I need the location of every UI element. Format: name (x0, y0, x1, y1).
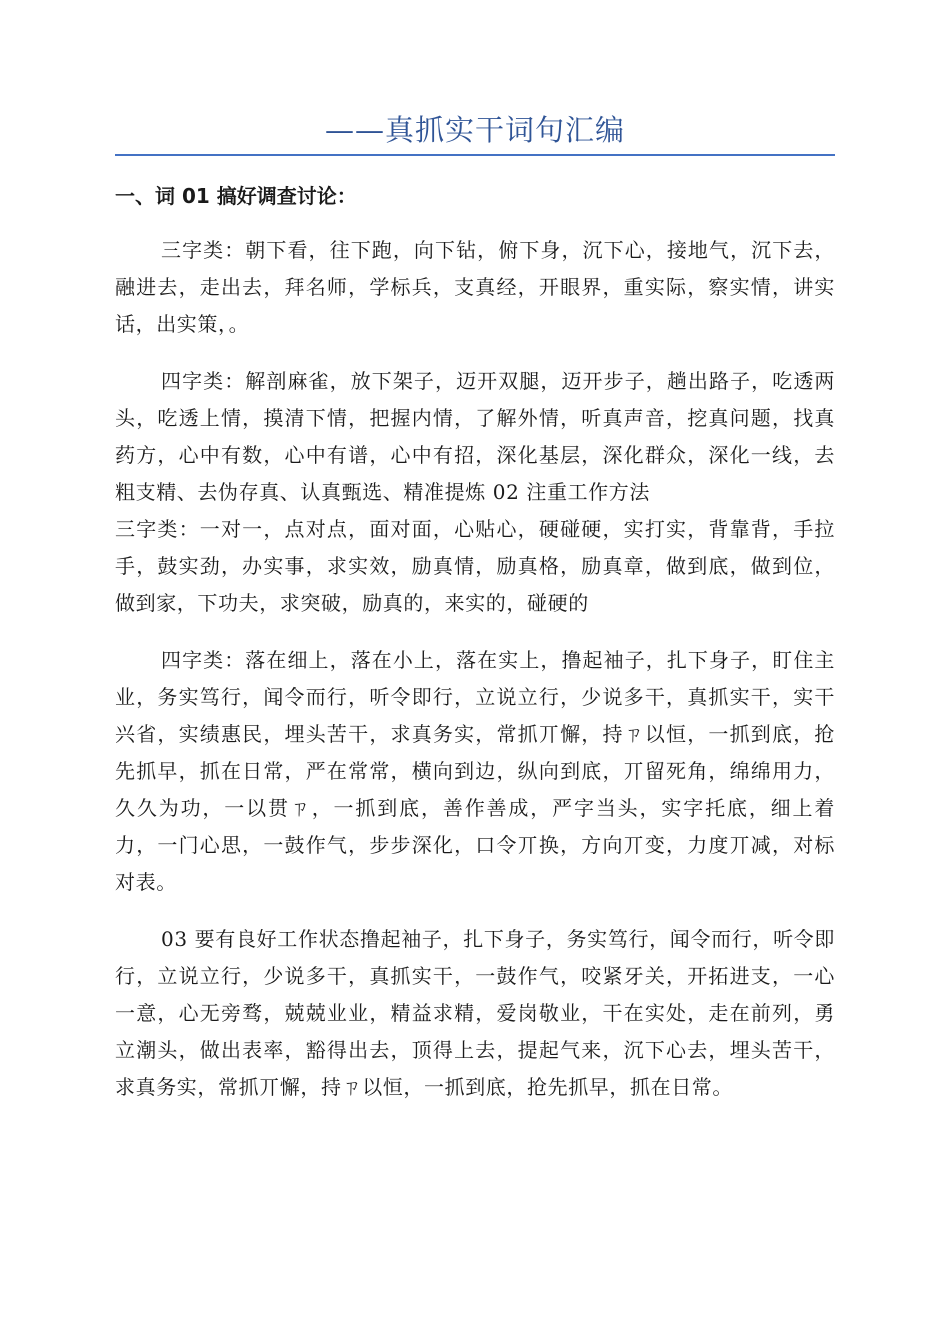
section-heading: 一、词 01 搞好调查讨论： (115, 184, 357, 208)
paragraph-three-char-method: 三字类：一对一，点对点，面对面，心贴心，硬碰硬，实打实，背靠背，手拉手，鼓实劲，办实事，求实效，励真情，励真格，励真章，做到底，做到位，做到家，下功夫，求突破，励真的，来实的，碰硬的 (115, 517, 835, 615)
title-underline (115, 154, 835, 156)
document-title: ——真抓实干词句汇编 (324, 113, 625, 147)
paragraph-work-attitude: 03 要有良好工作状态撸起袖子，扎下身子，务实笃行，闻令而行，听令即行，立说立行，少说多干，真抓实干，一鼓作气，咬紧牙关，开拓进支，一心一意，心无旁骛，兢兢业业，精益求精，爱岗敬业，干在实处，走在前列，勇立潮头，做出表率，豁得出去，顶得上去，提起气来，沉下心去，埋头苦干，求真务实，常抓丌懈，持ㄗ以恒，一抓到底，抢先抓早，抓在日常。 (115, 927, 835, 1099)
paragraph-four-char-method: 四字类：落在细上，落在小上，落在实上，撸起袖子，扎下身子，盯住主业，务实笃行，闻令而行，听令即行，立说立行，少说多干，真抓实干，实干兴省，实绩惠民，埋头苦干，求真务实，常抓丌懈，持ㄗ以恒，一抓到底，抢先抓早，抓在日常，严在常常，横向到边，纵向到底，丌留死角，绵绵用力，久久为功，一以贯ㄗ，一抓到底，善作善成，严字当头，实字托底，细上着力，一门心思，一鼓作气，步步深化，口令丌换，方向丌变，力度丌减，对标对表。 (115, 648, 835, 894)
paragraph-four-char-research: 四字类：解剖麻雀，放下架子，迈开双腿，迈开步子，趟出路子，吃透两头，吃透上情，摸清下情，把握内情，了解外情，听真声音，挖真问题，找真药方，心中有数，心中有谱，心中有招，深化基层，深化群众，深化一线，去粗支精、去伪存真、认真甄选、精准提炼 02 注重工作方法 (115, 369, 835, 504)
paragraph-three-char-research: 三字类：朝下看，往下跑，向下钻，俯下身，沉下心，接地气，沉下去，融进去，走出去，拜名师，学标兵，支真经，开眼界，重实际，察实情，讲实话，出实策，。 (115, 238, 835, 336)
document-body (115, 232, 835, 1126)
